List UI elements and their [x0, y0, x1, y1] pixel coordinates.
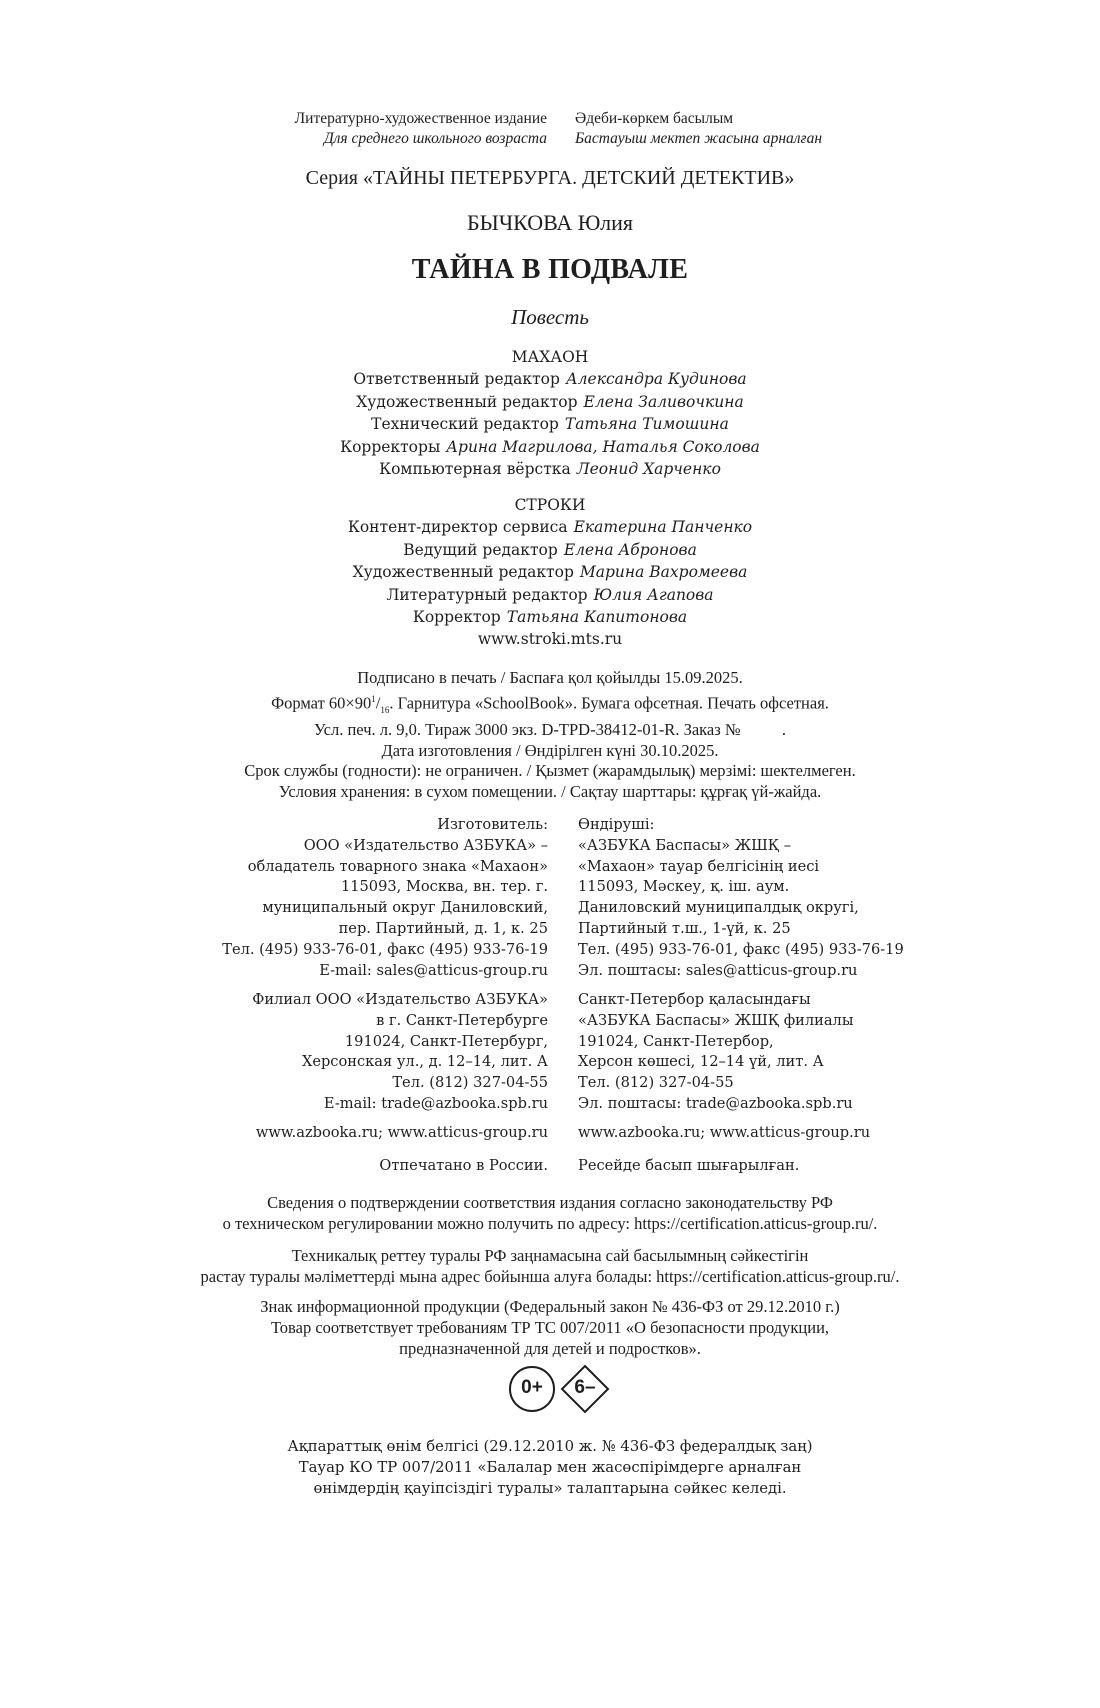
address-line: в г. Санкт-Петербурге [376, 1011, 548, 1029]
credit-role: Литературный редактор [386, 585, 588, 604]
header-left [295, 109, 547, 149]
printed-in: Ресейде басып шығарылған. [578, 1157, 800, 1174]
format-line [0, 689, 1100, 720]
address-line: «АЗБУКА Баспасы» ЖШҚ – [578, 836, 791, 854]
format-prefix: Формат 60×90 [271, 693, 372, 713]
credit-person: Марина Вахромеева [579, 563, 748, 582]
phone-line: Тел. (812) 327-04-55 [578, 1074, 734, 1092]
info-sign-line: предназначенной для детей и подростков». [399, 1338, 701, 1358]
footer-line: Ақпараттық өнім белгісі (29.12.2010 ж. № 436-ФЗ федералдық заң) [287, 1438, 813, 1455]
credit-line [0, 458, 1100, 480]
phone-line: Тел. (495) 933-76-01, факс (495) 933-76-19 [578, 940, 904, 958]
email-line[interactable]: Эл. поштасы: trade@azbooka.spb.ru [578, 1094, 853, 1112]
book-title: ТАЙНА В ПОДВАЛЕ [411, 254, 689, 285]
credit-role: Художественный редактор [356, 392, 578, 411]
address-line: 115093, Мәскеу, қ. іш. аум. [578, 878, 790, 896]
address-line: Даниловский муниципалдық округі, [578, 899, 859, 917]
format-slash: / [375, 693, 381, 713]
credit-role: Ответственный редактор [353, 370, 560, 389]
branch-kz [578, 990, 853, 1115]
address-line: Херсон көшесі, 12–14 үй, лит. А [578, 1053, 824, 1071]
printed-in-kz [578, 1156, 799, 1177]
email-line[interactable]: E-mail: sales@atticus-group.ru [319, 961, 548, 979]
org-name: МАХАОН [511, 348, 589, 366]
address-line: муниципальный округ Даниловский, [262, 899, 548, 917]
address-line: «Махаон» тауар белгісінің иесі [578, 857, 820, 875]
printed-in-ru [379, 1156, 548, 1177]
book-genre: Повесть [511, 305, 589, 329]
credit-person: Юлия Агапова [593, 585, 714, 604]
info-sign-line: Товар соответствует требованиям ТР ТС 007/2011 «О безопасности продукции, [270, 1317, 830, 1337]
credit-line [0, 368, 1100, 390]
credit-role: Корректор [412, 608, 501, 627]
series-title: Серия «ТАЙНЫ ПЕТЕРБУРГА. ДЕТСКИЙ ДЕТЕКТИВ» [305, 167, 795, 189]
credit-person: Татьяна Тимошина [564, 415, 729, 434]
websites-link[interactable]: www.azbooka.ru; www.atticus-group.ru [578, 1124, 871, 1141]
credit-person: Арина Магрилова, Наталья Соколова [446, 437, 760, 456]
credit-person: Елена Заливочкина [583, 392, 744, 411]
credit-role: Ведущий редактор [403, 540, 558, 559]
print-run: Усл. печ. л. 9,0. Тираж 3000 экз. D-TPD-38412-01-R. Заказ № . [313, 719, 787, 739]
credit-person: Елена Абронова [563, 540, 697, 559]
address-line: 191024, Санкт-Петербор, [578, 1032, 774, 1050]
credits-stroki [0, 494, 1100, 651]
stroki-website[interactable]: www.stroki.mts.ru [477, 630, 623, 649]
credit-role: Корректоры [340, 437, 441, 456]
audience-kz: Бастауыш мектеп жасына арналған [575, 130, 823, 147]
manufacture-date: Дата изготовления / Өндірілген күні 30.10.2025. [381, 740, 719, 760]
credit-line [0, 561, 1100, 583]
address-line: Өндіруші: [578, 816, 655, 833]
credit-role: Компьютерная вёрстка [379, 460, 571, 479]
cert-line: Техникалық реттеу туралы РФ заңнамасына сай басылымның сәйкестігін [291, 1246, 809, 1265]
age-rating-0plus: 0+ [521, 1377, 543, 1398]
credit-line [0, 539, 1100, 561]
credit-role: Технический редактор [371, 415, 559, 434]
credit-line [0, 436, 1100, 458]
address-line: Изготовитель: [437, 816, 548, 833]
cert-line: Сведения о подтверждении соответствия издания согласно законодательству РФ [267, 1193, 833, 1212]
info-sign-line: Знак информационной продукции (Федеральный закон № 436-ФЗ от 29.12.2010 г.) [260, 1297, 840, 1316]
address-line: ООО «Издательство АЗБУКА» – [303, 836, 548, 854]
manufacturer-kz [578, 815, 904, 981]
credit-person: Александра Кудинова [565, 370, 747, 389]
address-line: Херсонская ул., д. 12–14, лит. А [301, 1053, 548, 1071]
credit-line [0, 413, 1100, 435]
email-line[interactable]: Эл. поштасы: sales@atticus-group.ru [578, 961, 858, 979]
printed-in: Отпечатано в России. [379, 1157, 548, 1174]
footer-kz [0, 1437, 1100, 1499]
credit-person: Леонид Харченко [576, 460, 721, 479]
websites-kz [578, 1123, 870, 1144]
address-line: обладатель товарного знака «Махаон» [247, 857, 548, 875]
address-line: «АЗБУКА Баспасы» ЖШҚ филиалы [578, 1011, 854, 1029]
branch-ru [252, 990, 548, 1115]
websites-link[interactable]: www.azbooka.ru; www.atticus-group.ru [255, 1124, 548, 1141]
manufacturer-ru [222, 815, 548, 981]
websites-ru [256, 1123, 548, 1144]
audience-ru: Для среднего школьного возраста [323, 130, 547, 147]
shelf-life: Срок службы (годности): не ограничен. / Қызмет (жарамдылық) мерзімі: шектелмеген. [244, 761, 856, 781]
address-line: пер. Партийный, д. 1, к. 25 [338, 919, 548, 937]
org-name: СТРОКИ [514, 496, 586, 514]
format-suffix: . Гарнитура «SchoolBook». Бумага офсетная. Печать офсетная. [389, 693, 829, 713]
age-rating-badges [507, 1363, 617, 1415]
address-line: 191024, Санкт-Петербург, [344, 1032, 548, 1050]
credit-line [0, 606, 1100, 628]
format-sub: 16 [380, 704, 390, 715]
credit-line [0, 584, 1100, 606]
address-line: Партийный т.ш., 1-үй, к. 25 [578, 919, 791, 937]
footer-line: өнімдердің қауіпсіздігі туралы» талаптарына сәйкес келеді. [313, 1479, 787, 1497]
edition-type-ru: Литературно-художественное издание [294, 110, 547, 127]
address-line: Филиал ООО «Издательство АЗБУКА» [252, 991, 548, 1008]
cert-line[interactable]: растау туралы мәліметтерді мына адрес бойынша алуға болады: https://certification.atticus-group.ru/. [200, 1266, 900, 1286]
header-right [575, 109, 822, 149]
print-specs [0, 668, 1100, 802]
author-name: БЫЧКОВА Юлия [467, 210, 633, 235]
credit-line [0, 391, 1100, 413]
credit-line [0, 516, 1100, 538]
cert-line[interactable]: о техническом регулировании можно получить по адресу: https://certification.atticus-group.ru/. [222, 1213, 878, 1233]
certification-kz [0, 1246, 1100, 1288]
signed-to-print: Подписано в печать / Баспаға қол қойылды 15.09.2025. [357, 668, 743, 687]
address-line: 115093, Москва, вн. тер. г. [340, 878, 548, 896]
credit-role: Контент-директор сервиса [347, 518, 568, 537]
address-line: Санкт-Петербор қаласындағы [578, 991, 811, 1008]
credit-role: Художественный редактор [352, 563, 574, 582]
age-rating-6minus: 6– [574, 1377, 596, 1398]
credits-mahaon [0, 346, 1100, 480]
credit-person: Татьяна Капитонова [506, 608, 688, 627]
storage-conditions: Условия хранения: в сухом помещении. / Сақтау шарттары: құрғақ үй-жайда. [278, 781, 822, 801]
certification-ru [0, 1193, 1100, 1235]
format-sup: 1 [371, 693, 376, 704]
email-line[interactable]: E-mail: trade@azbooka.spb.ru [323, 1094, 548, 1112]
footer-line: Тауар КО ТР 007/2011 «Балалар мен жасөспірімдерге арналған [298, 1458, 802, 1476]
phone-line: Тел. (495) 933-76-01, факс (495) 933-76-19 [222, 940, 548, 958]
info-sign-text [0, 1297, 1100, 1359]
phone-line: Тел. (812) 327-04-55 [392, 1074, 548, 1092]
edition-type-kz: Әдеби-көркем басылым [575, 110, 734, 127]
credit-person: Екатерина Панченко [573, 518, 753, 537]
